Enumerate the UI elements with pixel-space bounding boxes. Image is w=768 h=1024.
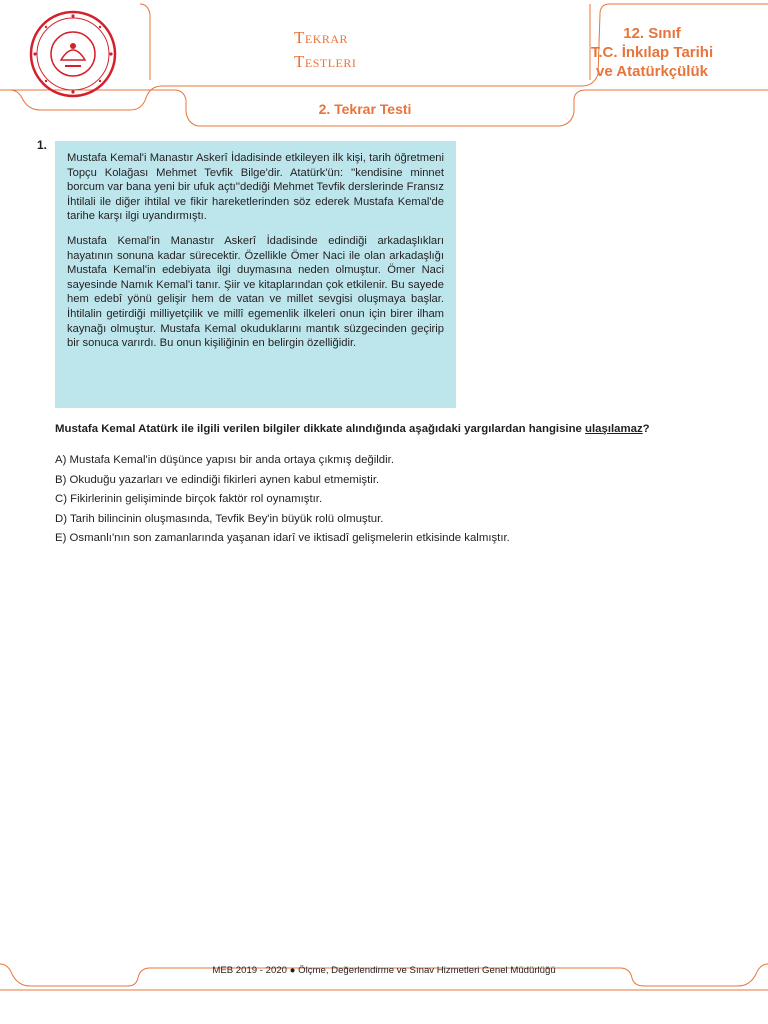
passage-paragraph-1: Mustafa Kemal'i Manastır Askerî İdadisinde etkileyen ilk kişi, tarih öğretmeni Topçu Kolağası Mehmet Tevfik Bilge'dir. Atatürk'ün: ''kendisine minnet borcum var bana yeni bir ufuk açtı''dediği Mehmet Tevfik derslerinde Fransız İhtilali ile diğer ihtilal ve fikir hareketlerinden söz ederek Mustafa Kemal'de tarihe karşı ilgi uyandırmıştı. (67, 152, 444, 223)
option-b[interactable]: B) Okuduğu yazarları ve edindiği fikirleri aynen kabul etmemiştir. (55, 473, 380, 486)
course-grade: 12. Sınıf (623, 25, 681, 42)
question-stem (55, 422, 715, 437)
course-name-line-2: ve Atatürkçülük (596, 63, 708, 80)
option-d[interactable]: D) Tarih bilincinin oluşmasında, Tevfik Bey'in büyük rolü olmuştur. (55, 512, 384, 525)
question-passage (55, 141, 456, 408)
course-title (572, 24, 732, 81)
stem-underlined-word: ulaşılamaz (585, 423, 643, 435)
course-name-line-1: T.C. İnkılap Tarihi (590, 44, 714, 61)
brand-line-1: Tekrar (294, 28, 349, 47)
ministry-seal-logo (29, 10, 117, 98)
option-c[interactable]: C) Fikirlerinin gelişiminde birçok faktör rol oynamıştır. (55, 493, 323, 505)
passage-paragraph-2: Mustafa Kemal'in Manastır Askerî İdadisinde edindiği arkadaşlıkları hayatının sonuna kadar sürecektir. Özellikle Ömer Naci ile olan arkadaşlığı Mustafa Kemal'in edebiyata ilgi duymasına neden olmuştur. Ömer Naci sayesinde Namık Kemal'i tanır. Şiir ve kitaplarından çok etkilenir. Bu sayede hem edebî yönü gelişir hem de vatan ve millet sevgisi oluşmaya başlar. İhtilalin getirdiği milliyetçilik ve millî egemenlik ilkeleri onun için birer ilham kaynağı olmuştur. Mustafa Kemal okuduklarını mantık süzgecinden geçirip bir sonuca varırdı. Bu onun kişiliğinin en belirgin özelliğidir. (67, 234, 444, 350)
footer-text: MEB 2019 - 2020 ● Ölçme, Değerlendirme ve Sınav Hizmetleri Genel Müdürlüğü (212, 965, 556, 976)
question-number: 1. (37, 138, 48, 152)
series-brand (294, 26, 356, 74)
stem-end: ? (642, 423, 650, 435)
stem-text: Mustafa Kemal Atatürk ile ilgili verilen bilgiler dikkate alındığında aşağıdaki yargılardan hangisine (55, 423, 586, 435)
option-a[interactable]: A) Mustafa Kemal'in düşünce yapısı bir anda ortaya çıkmış değildir. (55, 454, 394, 466)
brand-line-2: Testleri (294, 52, 357, 71)
test-title: 2. Tekrar Testi (318, 101, 412, 117)
answer-options (55, 451, 715, 549)
option-e[interactable]: E) Osmanlı'nın son zamanlarında yaşanan idarî ve iktisadî gelişmelerin etkisinde kalmıştır. (55, 532, 510, 544)
